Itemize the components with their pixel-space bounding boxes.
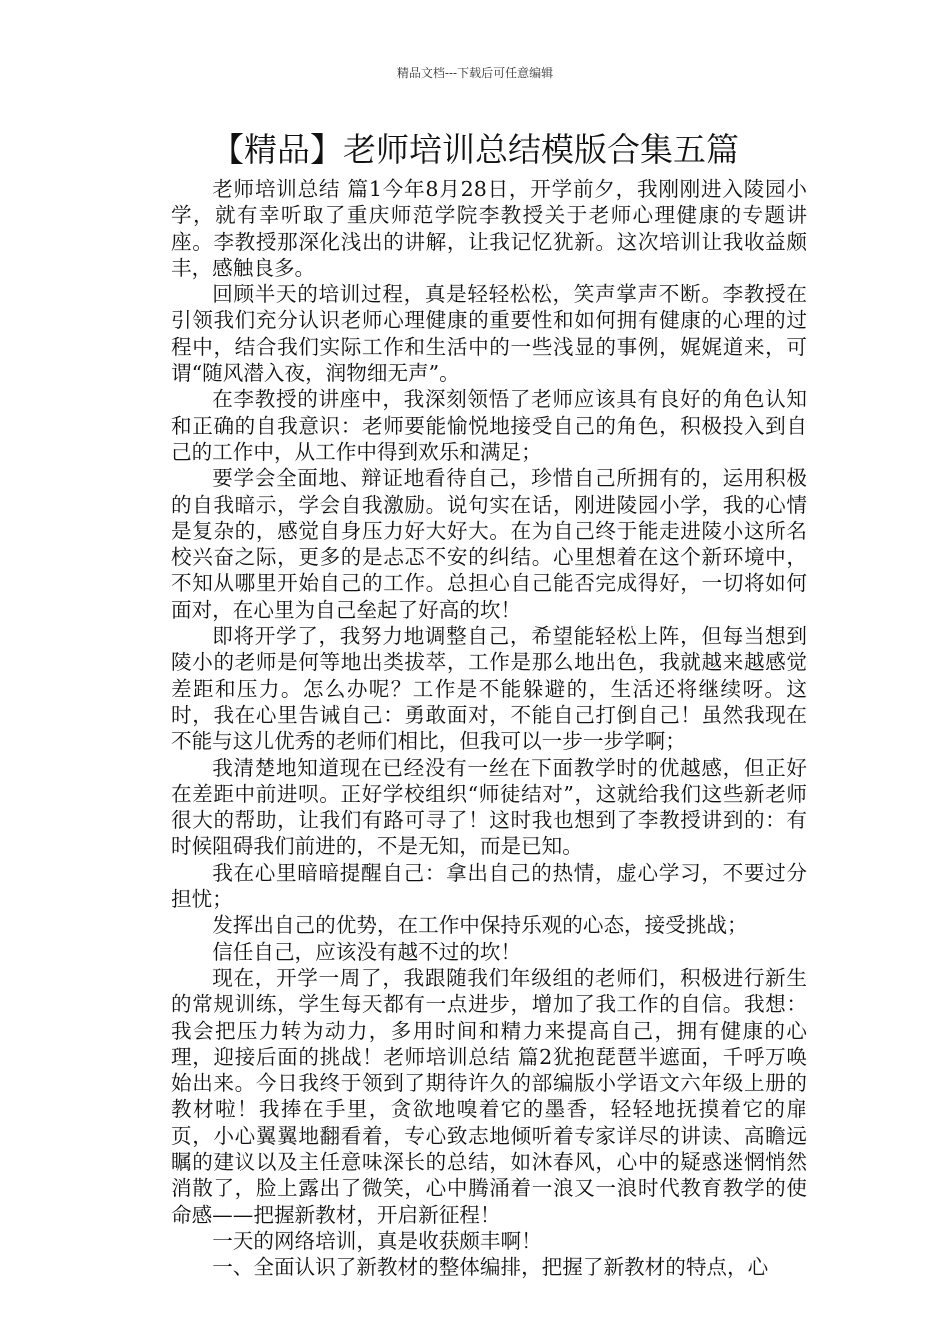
paragraph: 一、全面认识了新教材的整体编排，把握了新教材的特点，心 [212,1255,769,1280]
paragraph: 回顾半天的培训过程，真是轻轻松松，笑声掌声不断。李教授在引领我们充分认识老师心理健康的重要性和如何拥有健康的心理的过程中，结合我们实际工作和生活中的一些浅显的事例，娓娓道来，可谓“随风潜入夜，润物细无声”。 [171,282,807,386]
paragraph: 发挥出自己的优势，在工作中保持乐观的心态，接受挑战； [212,913,748,938]
paragraph: 信任自己，应该没有越不过的坎！ [212,939,522,964]
header-note: 精品文档---下载后可任意编辑 [396,66,554,80]
paragraph: 即将开学了，我努力地调整自己，希望能轻松上阵，但每当想到陵小的老师是何等地出类拔萃，工作是那么地出色，我就越来越感觉差距和压力。怎么办呢？工作是不能躲避的，生活还将继续呀。这时，我在心里告诫自己：勇敢面对，不能自己打倒自己！虽然我现在不能与这儿优秀的老师们相比，但我可以一步一步学啊； [171,624,807,754]
document-body [171,176,807,1280]
paragraph: 在李教授的讲座中，我深刻领悟了老师应该具有良好的角色认知和正确的自我意识：老师要能愉悦地接受自己的角色，积极投入到自己的工作中，从工作中得到欢乐和满足； [171,387,807,464]
paragraph: 我在心里暗暗提醒自己：拿出自己的热情，虚心学习，不要过分担忧； [171,860,807,912]
document-title: 【精品】老师培训总结模版合集五篇 [211,130,739,169]
paragraph: 一天的网络培训，真是收获颇丰啊！ [212,1228,542,1253]
paragraph: 老师培训总结 篇1今年8月28日，开学前夕，我刚刚进入陵园小学，就有幸听取了重庆师范学院李教授关于老师心理健康的专题讲座。李教授那深化浅出的讲解，让我记忆犹新。这次培训让我收益颇丰，感触良多。 [171,177,807,280]
paragraph: 我清楚地知道现在已经没有一丝在下面教学时的优越感，但正好在差距中前进呗。正好学校组织“师徒结对”，这就给我们这些新老师很大的帮助，让我们有路可寻了！这时我也想到了李教授讲到的：有时候阻碍我们前进的，不是无知，而是已知。 [171,755,807,859]
paragraph: 要学会全面地、辩证地看待自己，珍惜自己所拥有的，运用积极的自我暗示，学会自我激励。说句实在话，刚进陵园小学，我的心情是复杂的，感觉自身压力好大好大。在为自己终于能走进陵小这所名校兴奋之际，更多的是忐忑不安的纠结。心里想着在这个新环境中，不知从哪里开始自己的工作。总担心自己能否完成得好，一切将如何面对，在心里为自己垒起了好高的坎！ [171,466,807,622]
paragraph: 现在，开学一周了，我跟随我们年级组的老师们，积极进行新生的常规训练，学生每天都有一点进步，增加了我工作的自信。我想：我会把压力转为动力，多用时间和精力来提高自己，拥有健康的心理，迎接后面的挑战！老师培训总结 篇2犹抱琵琶半遮面，千呼万唤始出来。今日我终于领到了期待许久的部编版小学语文六年级上册的教材啦！我捧在手里，贪欲地嗅着它的墨香，轻轻地抚摸着它的扉页，小心翼翼地翻看着，专心致志地倾听着专家详尽的讲读、高瞻远瞩的建议以及主任意味深长的总结，如沐春风，心中的疑惑迷惘悄然消散了，脸上露出了微笑，心中腾涌着一浪又一浪时代教育教学的使命感——把握新教材，开启新征程！ [171,965,807,1227]
